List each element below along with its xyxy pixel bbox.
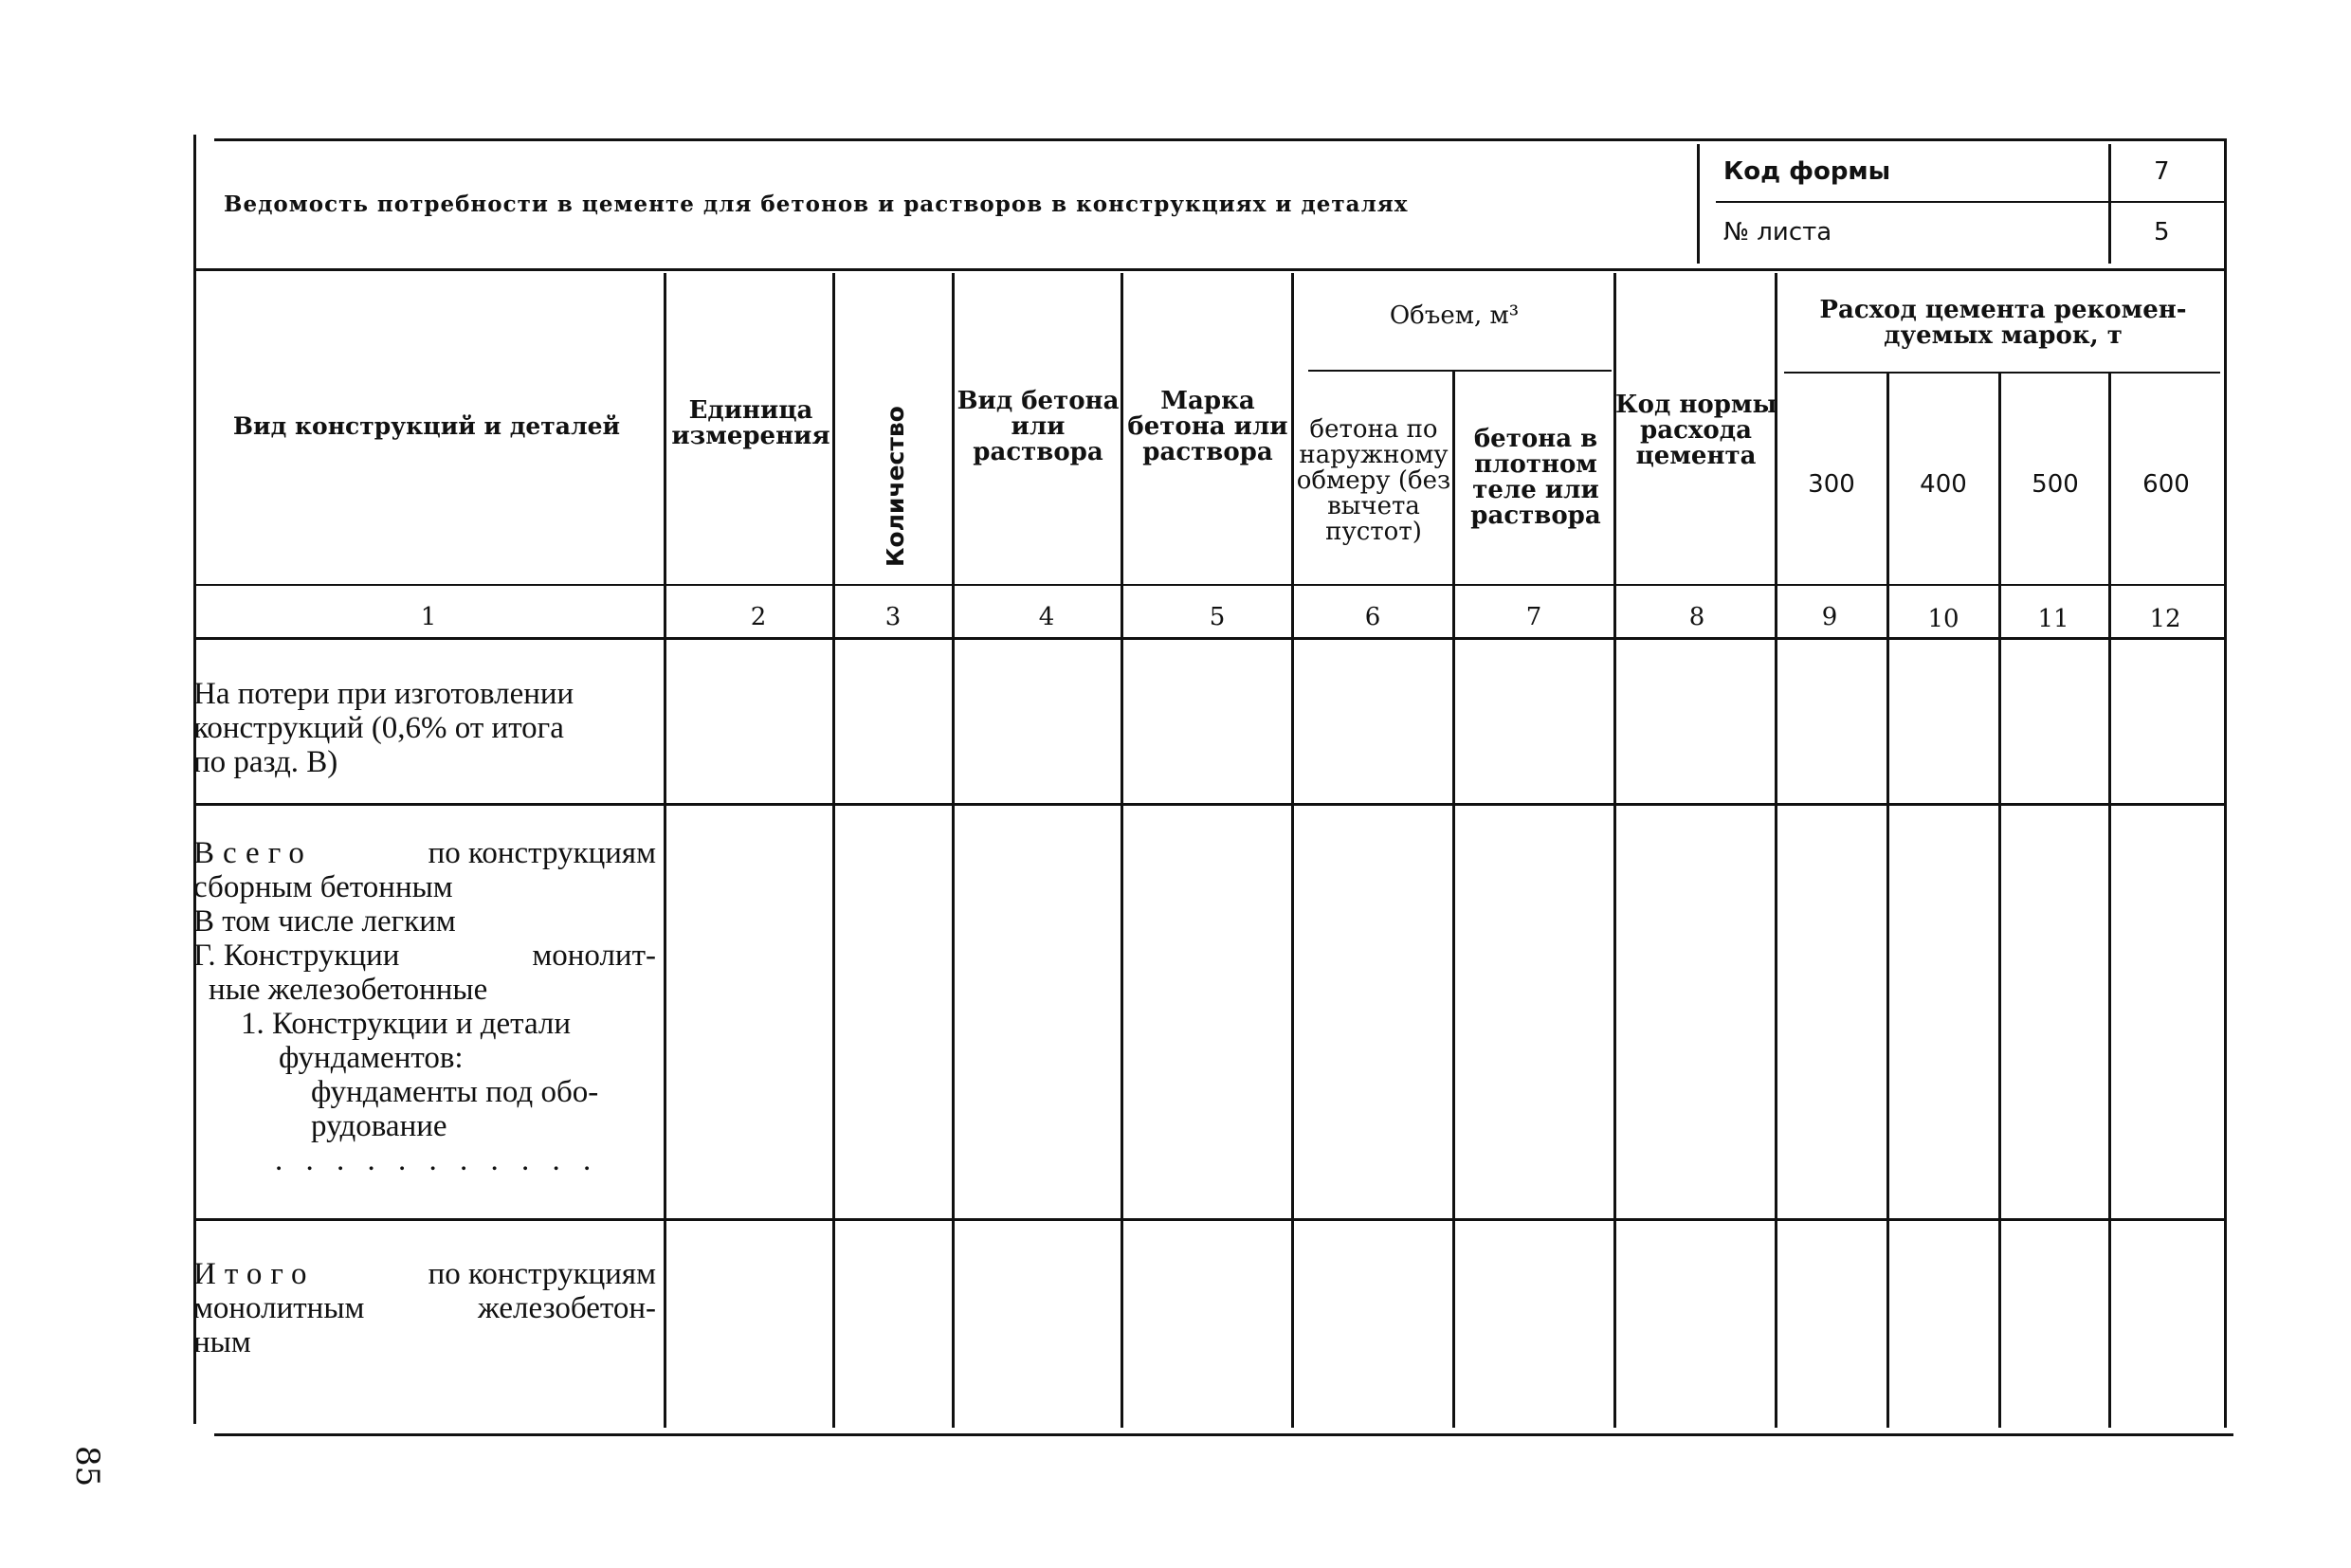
header-line: бетона или xyxy=(1127,412,1288,441)
row-text-line: сборным бетонным xyxy=(193,870,453,904)
header-line: раствора xyxy=(973,438,1103,466)
column-number: 1 xyxy=(420,603,437,631)
form-box-hline xyxy=(1716,201,2224,203)
header-cement-norm-code xyxy=(1615,392,1777,469)
row-text-line: монолит- xyxy=(532,939,656,973)
row-text-line: Г. Конструкции xyxy=(193,939,400,973)
row-text-line: монолитным xyxy=(193,1291,365,1325)
header-line: раствора xyxy=(1470,501,1601,530)
row-text-line: фундаментов: xyxy=(279,1041,464,1075)
row-text-line: В том числе легким xyxy=(193,904,456,939)
form-box-left xyxy=(1697,144,1700,264)
row-text-line: рудование xyxy=(311,1109,447,1143)
column-number: 8 xyxy=(1688,603,1705,631)
title-bottom-rule xyxy=(195,268,2224,271)
header-cement-group xyxy=(1782,298,2224,349)
header-line: бетона в xyxy=(1473,425,1598,453)
header-concrete-grade xyxy=(1122,389,1293,465)
header-line: Код нормы xyxy=(1615,391,1777,419)
header-line: цемента xyxy=(1635,442,1757,470)
header-line: пустот) xyxy=(1325,518,1422,546)
bottom-border xyxy=(214,1433,2233,1436)
header-line: обмеру (без xyxy=(1296,466,1451,495)
header-line: Расход цемента рекомен- xyxy=(1819,296,2187,324)
top-border xyxy=(214,138,2224,141)
header-volume-outer xyxy=(1293,417,1454,545)
row-monolithic-totals-text xyxy=(193,1257,656,1359)
column-number: 9 xyxy=(1821,603,1838,631)
form-box-mid xyxy=(2108,144,2111,264)
header-concrete-type xyxy=(954,389,1122,465)
col-divider xyxy=(664,273,666,1428)
row-leader-dots: . . . . . . . . . . . xyxy=(275,1143,599,1177)
header-bottom-rule xyxy=(195,584,2224,586)
column-number: 11 xyxy=(2037,605,2069,633)
header-volume-group: Объем, м³ xyxy=(1389,301,1520,330)
row-text-line: конструкций (0,6% от итога xyxy=(193,711,564,745)
column-number: 12 xyxy=(2149,605,2181,633)
row-precast-totals-text xyxy=(193,836,656,1177)
col-divider xyxy=(1886,372,1889,1428)
header-line: Марка xyxy=(1160,387,1255,415)
column-number: 4 xyxy=(1038,603,1055,631)
column-number: 5 xyxy=(1209,603,1226,631)
header-grade-500: 500 xyxy=(2032,470,2079,499)
header-line: вычета xyxy=(1327,492,1420,520)
sheet-number-label: № листа xyxy=(1723,218,1832,246)
header-line: теле или xyxy=(1472,476,1599,504)
header-line: дуемых марок, т xyxy=(1884,321,2123,350)
column-number: 10 xyxy=(1927,605,1959,633)
header-line: Вид бетона xyxy=(957,387,1120,415)
header-line: раствора xyxy=(1142,438,1273,466)
column-number: 6 xyxy=(1364,603,1381,631)
row-text-line: ным xyxy=(193,1325,251,1359)
header-line: плотном xyxy=(1474,450,1597,479)
numbers-bottom-rule xyxy=(195,637,2224,640)
cement-group-rule xyxy=(1784,372,2220,374)
document-title: Ведомость потребности в цементе для бетонов и растворов в конструкциях и деталях xyxy=(224,191,1409,217)
row-text-spaced: Итого xyxy=(193,1257,316,1291)
header-grade-600: 600 xyxy=(2142,470,2190,499)
header-unit xyxy=(667,398,834,449)
header-line: или xyxy=(1011,412,1066,441)
form-code-label: Код формы xyxy=(1723,157,1891,186)
volume-group-rule xyxy=(1308,370,1612,372)
sheet-number-value: 5 xyxy=(2154,218,2170,246)
row-losses-text xyxy=(193,677,656,779)
left-border xyxy=(193,135,196,1424)
header-grade-400: 400 xyxy=(1920,470,1967,499)
row-separator xyxy=(195,803,2224,806)
header-line: бетона по xyxy=(1309,415,1438,444)
row-text-line: 1. Конструкции и детали xyxy=(241,1007,572,1041)
header-quantity: Количество xyxy=(882,406,909,567)
col-divider xyxy=(2108,372,2111,1428)
row-text-line: ные железобетонные xyxy=(209,973,488,1007)
column-number: 3 xyxy=(884,603,902,631)
column-number: 7 xyxy=(1525,603,1542,631)
header-unit-line: измерения xyxy=(671,422,830,450)
right-border xyxy=(2224,138,2227,1428)
row-text-line: фундаменты под обо- xyxy=(311,1075,599,1109)
row-text-line: по конструкциям xyxy=(428,836,656,870)
row-text-spaced: Всего xyxy=(193,836,313,870)
row-text-line: На потери при изготовлении xyxy=(193,677,574,711)
row-text-line: железобетон- xyxy=(477,1291,656,1325)
header-line: расхода xyxy=(1640,416,1752,445)
header-construction-type: Вид конструкций и деталей xyxy=(232,412,621,440)
row-text-line: по разд. В) xyxy=(193,745,338,779)
row-text-line: по конструкциям xyxy=(428,1257,656,1291)
col-divider xyxy=(1998,372,2001,1428)
header-unit-line: Единица xyxy=(688,396,813,425)
column-number: 2 xyxy=(750,603,767,631)
page-number: 85 xyxy=(68,1446,106,1487)
row-separator xyxy=(195,1218,2224,1221)
header-volume-dense xyxy=(1456,427,1615,529)
header-grade-300: 300 xyxy=(1808,470,1855,499)
form-code-value: 7 xyxy=(2154,157,2170,186)
header-line: наружному xyxy=(1299,441,1449,469)
